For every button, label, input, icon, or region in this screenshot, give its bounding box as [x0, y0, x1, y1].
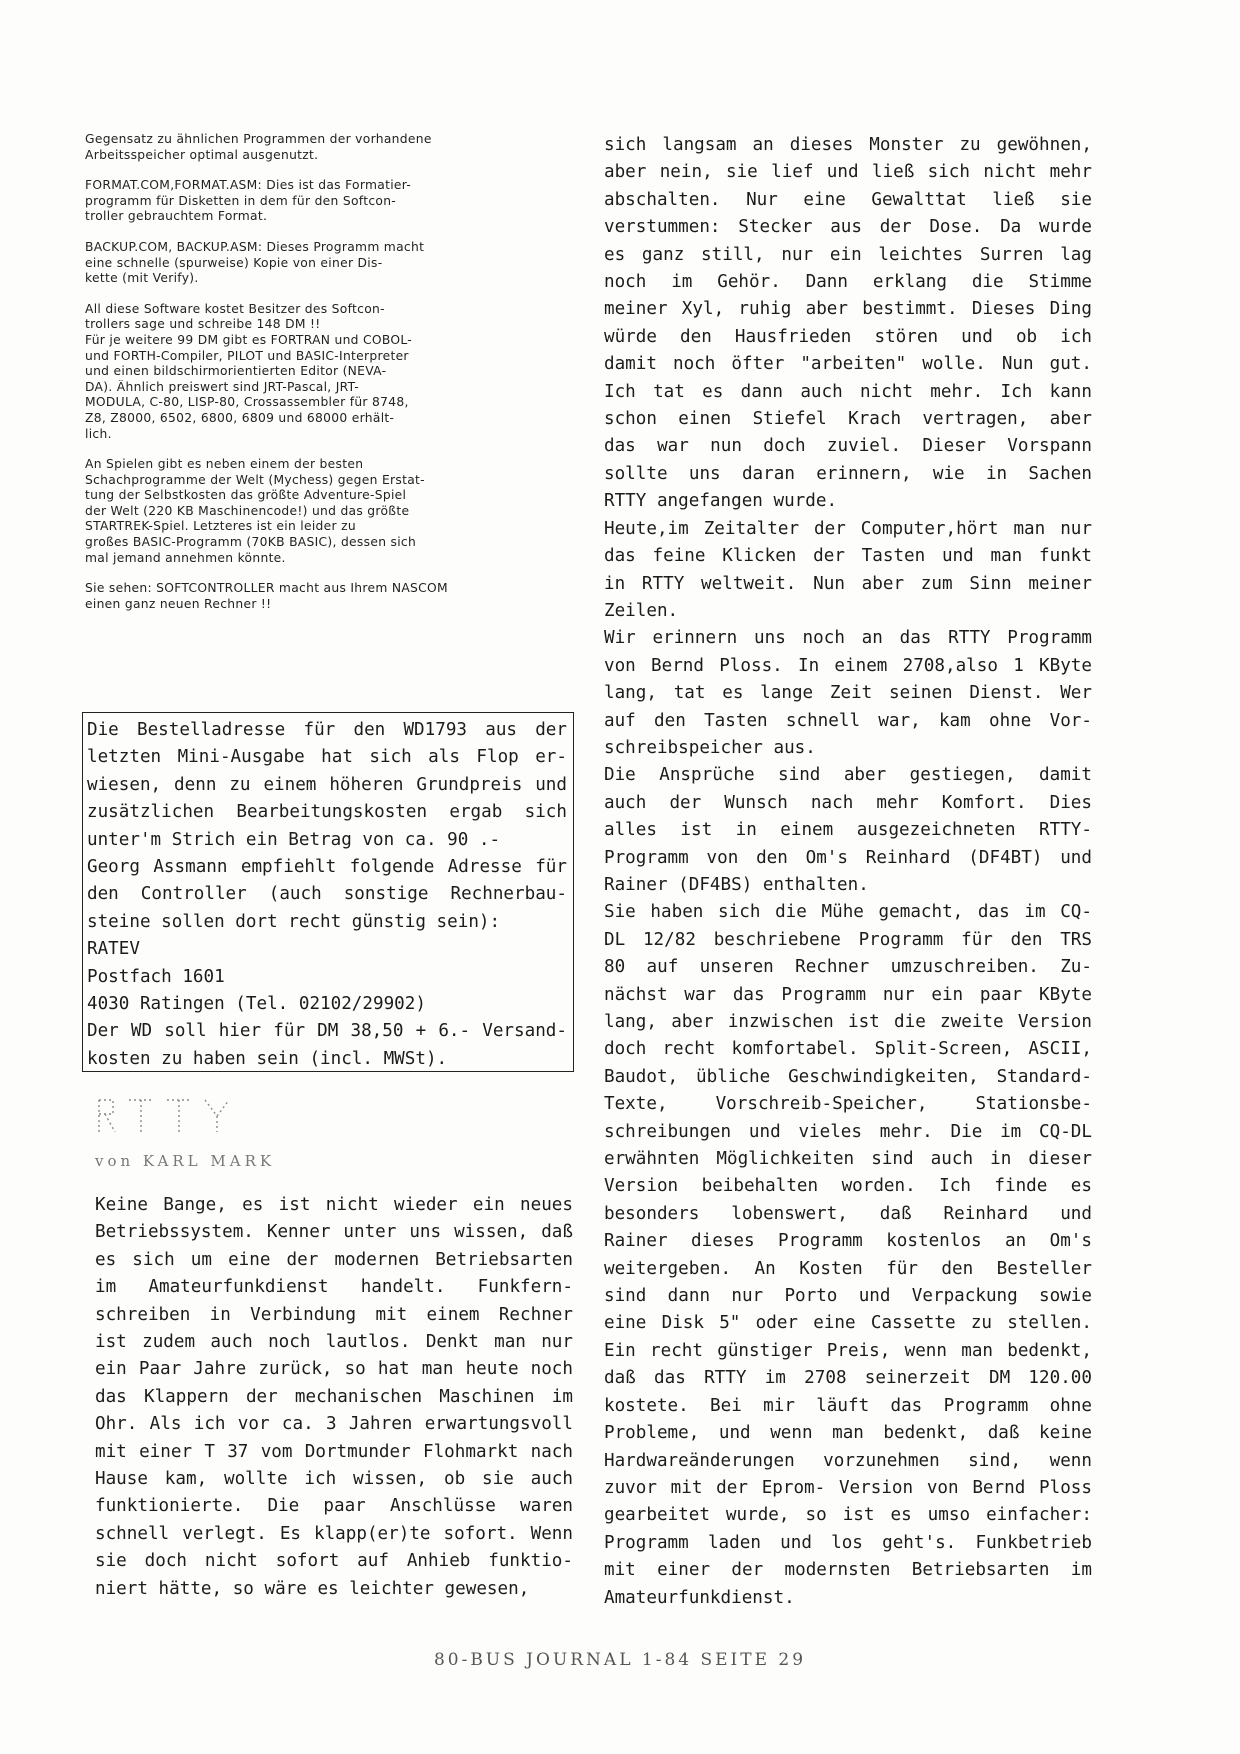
- text-line: es sich um eine der modernen Betriebsarten: [95, 1249, 573, 1270]
- text-line: kette (mit Verify).: [85, 271, 199, 286]
- text-line: RATEV: [87, 939, 140, 960]
- text-line: Postfach 1601: [87, 966, 225, 987]
- text-line: Ein recht günstiger Preis, wenn man bedenkt,: [604, 1340, 1092, 1361]
- left-paragraph: [85, 457, 575, 566]
- text-line: großes BASIC-Programm (70KB BASIC), dessen sich: [85, 535, 417, 550]
- text-line: Rainer dieses Programm kostenlos an Om's: [604, 1231, 1092, 1252]
- text-line: einen ganz neuen Rechner !!: [85, 596, 272, 611]
- text-line: kostete. Bei mir läuft das Programm ohne: [604, 1395, 1092, 1416]
- text-line: im Amateurfunkdienst handelt. Funkfern-: [95, 1277, 573, 1298]
- text-line: Für je weitere 99 DM gibt es FORTRAN und COBOL-: [85, 332, 413, 347]
- text-line: auch der Wunsch nach mehr Komfort. Dies: [604, 792, 1092, 813]
- text-line: doch recht komfortabel. Split-Screen, ASCII,: [604, 1039, 1092, 1060]
- text-line: aber nein, sie lief und ließ sich nicht mehr: [604, 162, 1092, 183]
- text-line: 80 auf unseren Rechner umzuschreiben. Zu-: [604, 957, 1092, 978]
- text-line: Heute,im Zeitalter der Computer,hört man nur: [604, 518, 1092, 539]
- text-line: Z8, Z8000, 6502, 6800, 6809 und 68000 erhält-: [85, 410, 395, 425]
- text-line: Programm laden und los geht's. Funkbetrieb: [604, 1532, 1092, 1553]
- text-line: das war nun doch zuviel. Dieser Vorspann: [604, 436, 1092, 457]
- text-line: Hause kam, wollte ich wissen, ob sie auch: [95, 1469, 573, 1490]
- text-line: mal jemand annehmen könnte.: [85, 550, 286, 565]
- text-line: Ich tat es dann auch nicht mehr. Ich kann: [604, 381, 1092, 402]
- text-line: Die Ansprüche sind aber gestiegen, damit: [604, 765, 1092, 786]
- text-line: sollte uns daran erinnern, wie in Sachen: [604, 463, 1092, 484]
- left-column: [85, 132, 575, 627]
- text-line: tung der Selbstkosten das größte Adventure-Spiel: [85, 488, 407, 503]
- text-line: weitergeben. An Kosten für den Besteller: [604, 1258, 1092, 1279]
- text-line: Amateurfunkdienst.: [604, 1587, 795, 1608]
- text-line: meiner Xyl, ruhig aber bestimmt. Dieses Ding: [604, 299, 1092, 320]
- text-line: zuvor mit der Eprom- Version von Bernd Ploss: [604, 1477, 1092, 1498]
- text-line: lang, tat es lange Zeit seinen Dienst. Wer: [604, 683, 1092, 704]
- page-footer: 80-BUS JOURNAL 1-84 SEITE 29: [433, 1650, 807, 1670]
- text-line: eine Disk 5" oder eine Cassette zu stellen.: [604, 1313, 1092, 1334]
- article-byline: von KARL MARK: [95, 1152, 276, 1170]
- text-line: Probleme, und wenn man bedenkt, daß keine: [604, 1423, 1092, 1444]
- text-line: kosten zu haben sein (incl. MWSt).: [87, 1048, 448, 1069]
- left-paragraph: [85, 178, 575, 225]
- text-line: von Bernd Ploss. In einem 2708,also 1 KByte: [604, 655, 1092, 676]
- text-line: Betriebssystem. Kenner unter uns wissen, daß: [95, 1222, 573, 1243]
- text-line: und einen bildschirmorientierten Editor (NEVA-: [85, 364, 387, 379]
- text-line: Sie haben sich die Mühe gemacht, das im CQ-: [604, 902, 1092, 923]
- article-left-text: [95, 1192, 573, 1603]
- article-right-text: [604, 132, 1092, 1612]
- text-line: das Klappern der mechanischen Maschinen im: [95, 1386, 573, 1407]
- text-line: verstummen: Stecker aus der Dose. Da wurde: [604, 217, 1092, 238]
- text-line: erwähnten Möglichkeiten sind auch in dieser: [604, 1149, 1092, 1170]
- text-line: lich.: [85, 426, 112, 441]
- text-line: schon einen Stiefel Krach vertragen, aber: [604, 409, 1092, 430]
- text-line: unter'm Strich ein Betrag von ca. 90 .-: [87, 829, 501, 850]
- text-line: es ganz still, nur ein leichtes Surren lag: [604, 244, 1092, 265]
- text-line: RTTY angefangen wurde.: [604, 491, 838, 512]
- left-paragraph: [85, 240, 575, 287]
- text-line: Der WD soll hier für DM 38,50 + 6.- Versand-: [87, 1021, 567, 1042]
- text-line: würde den Hausfrieden stören und ob ich: [604, 326, 1092, 347]
- text-line: und FORTH-Compiler, PILOT und BASIC-Interpreter: [85, 348, 409, 363]
- text-line: schreibspeicher aus.: [604, 737, 816, 758]
- text-line: der Welt (220 KB Maschinencode!) und das größte: [85, 503, 410, 518]
- text-line: funktionierte. Die paar Anschlüsse waren: [95, 1496, 573, 1517]
- text-line: zusätzlichen Bearbeitungskosten ergab sich: [87, 802, 567, 823]
- text-line: Gegensatz zu ähnlichen Programmen der vorhandene: [85, 132, 432, 146]
- rtty-logo: [95, 1092, 265, 1140]
- text-line: Version beibehalten worden. Ich finde es: [604, 1176, 1092, 1197]
- text-line: Programm von den Om's Reinhard (DF4BT) und: [604, 847, 1092, 868]
- text-line: noch im Gehör. Dann erklang die Stimme: [604, 272, 1092, 293]
- text-line: Keine Bange, es ist nicht wieder ein neues: [95, 1195, 573, 1215]
- order-address-box: [82, 712, 574, 1072]
- text-line: gearbeitet wurde, so ist es umso einfacher:: [604, 1505, 1092, 1526]
- text-line: Zeilen.: [604, 600, 679, 621]
- text-line: eine schnelle (spurweise) Kopie von einer Dis-: [85, 255, 383, 270]
- text-line: Die Bestelladresse für den WD1793 aus der: [87, 720, 567, 740]
- text-line: All diese Software kostet Besitzer des Softcon-: [85, 301, 385, 316]
- text-line: Hardwareänderungen vorzunehmen sind, wenn: [604, 1450, 1092, 1471]
- text-line: schreiben in Verbindung mit einem Rechner: [95, 1304, 573, 1325]
- text-line: sie doch nicht sofort auf Anhieb funktio-: [95, 1551, 573, 1572]
- text-line: damit noch öfter "arbeiten" wolle. Nun gut.: [604, 354, 1092, 375]
- text-line: letzten Mini-Ausgabe hat sich als Flop er-: [87, 747, 567, 768]
- text-line: Texte, Vorschreib-Speicher, Stationsbe-: [604, 1094, 1092, 1115]
- text-line: STARTREK-Spiel. Letzteres ist ein leider zu: [85, 519, 356, 534]
- text-line: MODULA, C-80, LISP-80, Crossassembler für 8748,: [85, 395, 409, 410]
- text-line: alles ist in einem ausgezeichneten RTTY-: [604, 820, 1092, 841]
- text-line: steine sollen dort recht günstig sein):: [87, 911, 501, 932]
- text-line: Baudot, übliche Geschwindigkeiten, Standard-: [604, 1066, 1092, 1087]
- text-line: sind dann nur Porto und Verpackung sowie: [604, 1286, 1092, 1307]
- text-line: trollers sage und schreibe 148 DM !!: [85, 317, 321, 332]
- text-line: Georg Assmann empfiehlt folgende Adresse für: [87, 857, 567, 878]
- text-line: BACKUP.COM, BACKUP.ASM: Dieses Programm macht: [85, 239, 425, 254]
- text-line: programm für Disketten in dem für den Softcon-: [85, 193, 397, 208]
- text-line: schnell verlegt. Es klapp(er)te sofort. Wenn: [95, 1523, 573, 1544]
- text-line: ein Paar Jahre zurück, so hat man heute noch: [95, 1359, 573, 1380]
- text-line: Rainer (DF4BS) enthalten.: [604, 874, 869, 895]
- text-line: Schachprogramme der Welt (Mychess) gegen Erstat-: [85, 472, 425, 487]
- text-line: niert hätte, so wäre es leichter gewesen,: [95, 1578, 530, 1599]
- text-line: besonders lobenswert, daß Reinhard und: [604, 1203, 1092, 1224]
- text-line: schreibungen und vieles mehr. Die im CQ-DL: [604, 1121, 1092, 1142]
- text-line: daß das RTTY im 2708 seinerzeit DM 120.00: [604, 1368, 1092, 1389]
- text-line: auf den Tasten schnell war, kam ohne Vor-: [604, 710, 1092, 731]
- left-paragraph: [85, 581, 575, 612]
- text-line: lang, aber inzwischen ist die zweite Version: [604, 1012, 1092, 1032]
- text-line: abschalten. Nur eine Gewalttat ließ sie: [604, 189, 1092, 210]
- text-line: in RTTY weltweit. Nun aber zum Sinn meiner: [604, 573, 1092, 594]
- text-line: troller gebrauchtem Format.: [85, 209, 268, 224]
- text-line: An Spielen gibt es neben einem der besten: [85, 457, 364, 472]
- text-line: das feine Klicken der Tasten und man funkt: [604, 546, 1092, 567]
- text-line: mit einer der modernsten Betriebsarten im: [604, 1560, 1092, 1581]
- text-line: sich langsam an dieses Monster zu gewöhnen,: [604, 135, 1092, 155]
- text-line: Wir erinnern uns noch an das RTTY Programm: [604, 628, 1092, 649]
- order-box-text: [87, 717, 567, 1073]
- text-line: Sie sehen: SOFTCONTROLLER macht aus Ihrem NASCOM: [85, 581, 448, 596]
- text-line: wiesen, denn zu einem höheren Grundpreis und: [87, 774, 567, 795]
- text-line: DL 12/82 beschriebene Programm für den TRS: [604, 929, 1092, 950]
- text-line: DA). Ähnlich preiswert sind JRT-Pascal, JRT-: [85, 379, 360, 394]
- left-paragraph: [85, 302, 575, 442]
- left-paragraph: [85, 132, 575, 163]
- text-line: FORMAT.COM,FORMAT.ASM: Dies ist das Formatier-: [85, 178, 412, 193]
- text-line: Ohr. Als ich vor ca. 3 Jahren erwartungsvoll: [95, 1414, 573, 1435]
- text-line: ist zudem auch noch lautlos. Denkt man nur: [95, 1332, 573, 1353]
- text-line: mit einer T 37 vom Dortmunder Flohmarkt nach: [95, 1441, 573, 1462]
- text-line: 4030 Ratingen (Tel. 02102/29902): [87, 994, 426, 1015]
- text-line: nächst war das Programm nur ein paar KByte: [604, 984, 1092, 1005]
- text-line: den Controller (auch sonstige Rechnerbau-: [87, 884, 567, 905]
- text-line: Arbeitsspeicher optimal ausgenutzt.: [85, 147, 319, 162]
